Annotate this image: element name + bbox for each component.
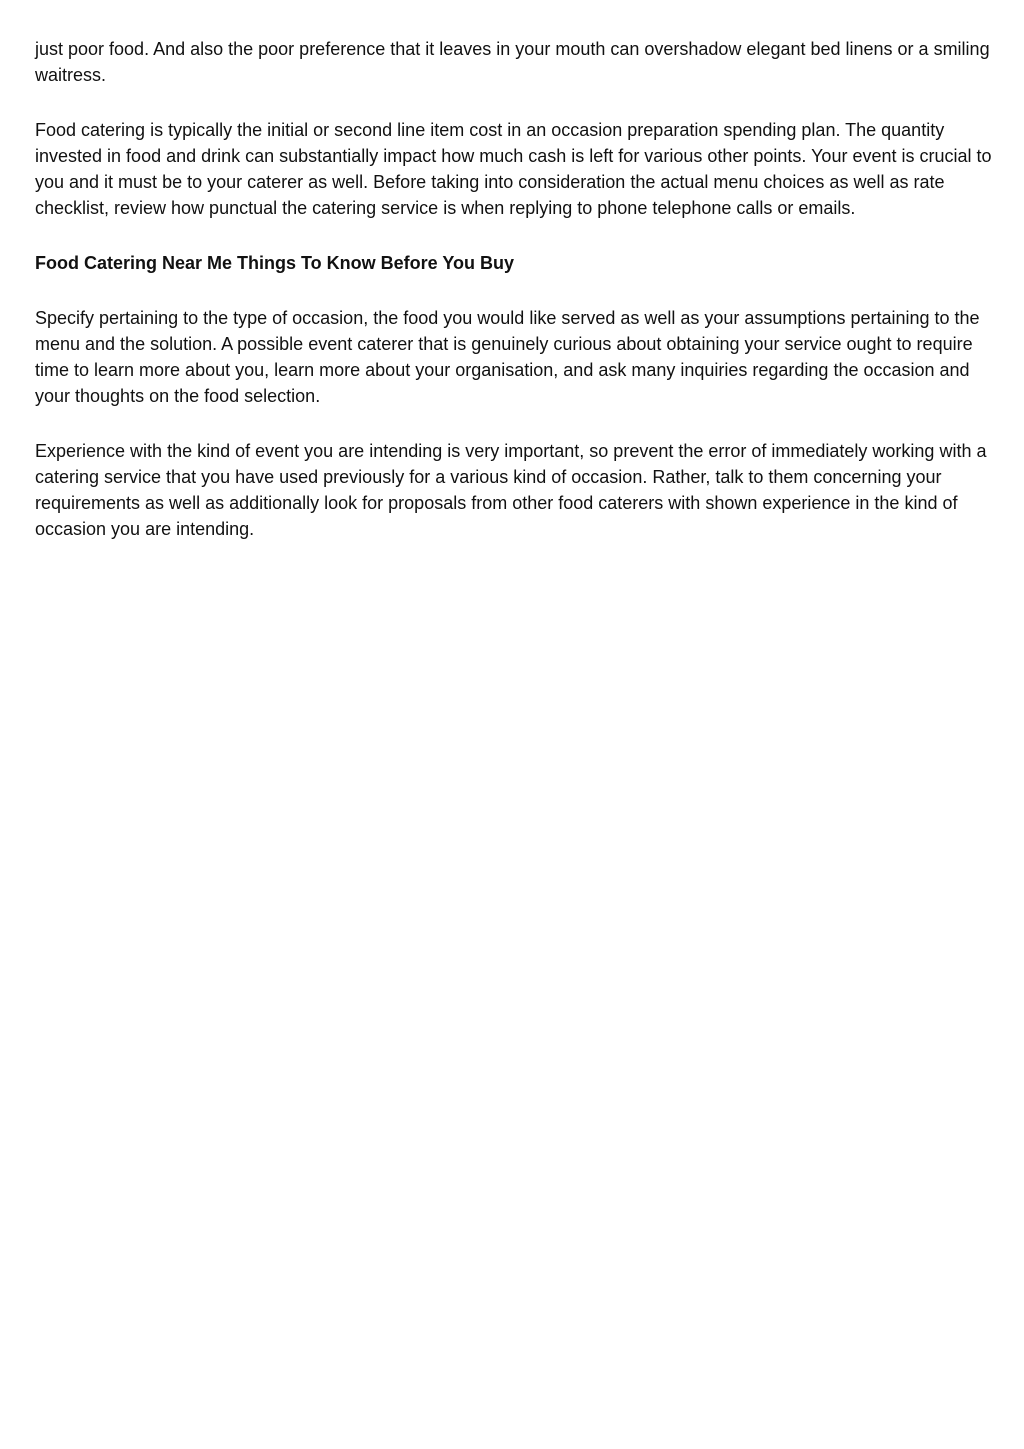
document-page: [35, 36, 997, 571]
paragraph-3: Specify pertaining to the type of occasion, the food you would like served as well as your assumptions pertaining to the menu and the solution. A possible event caterer that is genuinely curious about obtaining your service ought to require time to learn more about you, learn more about your organisation, and ask many inquiries regarding the occasion and your thoughts on the food selection.: [35, 308, 980, 406]
paragraph-2: Food catering is typically the initial or second line item cost in an occasion preparation spending plan. The quantity invested in food and drink can substantially impact how much cash is left for various other points. Your event is crucial to you and it must be to your caterer as well. Before taking into consideration the actual menu choices as well as rate checklist, review how punctual the catering service is when replying to phone telephone calls or emails.: [35, 120, 992, 218]
paragraph-4: Experience with the kind of event you are intending is very important, so prevent the error of immediately working with a catering service that you have used previously for a various kind of occasion. Rather, talk to them concerning your requirements as well as additionally look for proposals from other food caterers with shown experience in the kind of occasion you are intending.: [35, 441, 987, 539]
section-heading: Food Catering Near Me Things To Know Before You Buy: [35, 253, 515, 273]
paragraph-1: just poor food. And also the poor preference that it leaves in your mouth can overshadow elegant bed linens or a smiling waitress.: [35, 39, 990, 85]
